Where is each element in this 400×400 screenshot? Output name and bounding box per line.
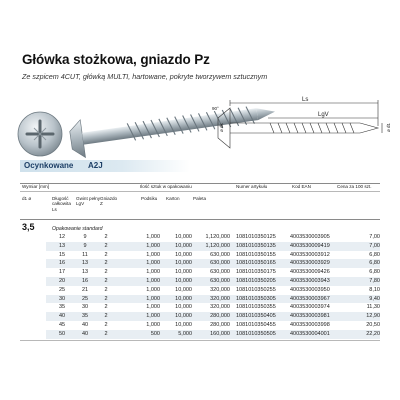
cell-z: 2: [104, 260, 108, 267]
cell-podsiku: 1,000: [146, 242, 160, 249]
drawing-dk-label: ø dk: [219, 123, 224, 132]
cell-ean: 4003530003998: [290, 322, 330, 328]
cell-ls: 12: [58, 234, 66, 240]
cell-lgv: 40: [81, 330, 89, 337]
cell-ls: 35: [58, 304, 66, 311]
cell-ean: 4003530003929: [290, 260, 330, 267]
cell-article: 1081010350125: [236, 234, 276, 240]
cell-article: 1081010350505: [236, 330, 276, 337]
cell-karton: 10,000: [175, 322, 192, 328]
cell-karton: 10,000: [175, 295, 192, 302]
cell-podsiku: 1,000: [146, 304, 160, 311]
cell-lgv: 13: [81, 260, 89, 267]
cell-karton: 10,000: [175, 234, 192, 240]
cell-ean: 4003530003981: [290, 313, 330, 320]
cell-ls: 17: [58, 269, 66, 276]
cell-ls: 15: [58, 251, 66, 258]
cell-lgv: 16: [81, 278, 89, 284]
cell-paleta: 320,000: [210, 286, 230, 293]
group-label: Opakowanie standard: [52, 226, 103, 232]
header-ean: Kod EAN: [292, 184, 311, 189]
cell-article: 1081010350255: [236, 286, 276, 293]
cell-lgv: 30: [81, 304, 89, 311]
screw-head-icon: [16, 110, 64, 158]
header-d1: d1 ø: [22, 196, 32, 201]
cell-lgv: 21: [81, 286, 89, 293]
cell-z: 2: [104, 234, 108, 240]
cell-price: 6,80: [369, 269, 380, 276]
cell-price: 7,00: [369, 242, 380, 249]
cell-price: 6,80: [369, 260, 380, 267]
cell-z: 2: [104, 304, 108, 311]
cell-price: 20,50: [366, 322, 380, 328]
cell-price: 7,80: [369, 278, 380, 284]
cell-ls: 25: [58, 286, 66, 293]
cell-karton: 10,000: [175, 304, 192, 311]
cell-lgv: 9: [83, 234, 87, 240]
header-cena: Cena za 100 szt.: [337, 184, 372, 189]
cell-paleta: 630,000: [210, 278, 230, 284]
cell-karton: 10,000: [175, 278, 192, 284]
cell-paleta: 630,000: [210, 260, 230, 267]
cell-ls: 30: [58, 295, 66, 302]
drawing-angle-label: 90°: [212, 106, 219, 111]
cell-lgv: 9: [83, 242, 87, 249]
header-gwint: Gwint pełny LgV: [76, 196, 101, 207]
cell-paleta: 630,000: [210, 251, 230, 258]
cell-ls: 16: [58, 260, 66, 267]
header-karton: Karton: [166, 196, 180, 201]
cell-podsiku: 1,000: [146, 234, 160, 240]
cell-article: 1081010350405: [236, 313, 276, 320]
cell-ean: 4003530009419: [290, 242, 330, 249]
cell-price: 22,20: [366, 330, 380, 337]
cell-podsiku: 1,000: [146, 251, 160, 258]
cell-lgv: 11: [82, 251, 88, 258]
coating-code: A2J: [88, 161, 103, 170]
cell-ean: 4003530003943: [290, 278, 330, 284]
table-top-rule: [20, 183, 380, 184]
cell-article: 1081010350305: [236, 295, 276, 302]
cell-podsiku: 1,000: [146, 322, 160, 328]
cell-z: 2: [104, 251, 108, 258]
cell-z: 2: [104, 295, 108, 302]
header-gniazdo: Gniazdo Z: [100, 196, 118, 207]
header-paleta: Paleta: [193, 196, 207, 201]
cell-podsiku: 1,000: [146, 269, 160, 276]
cell-paleta: 280,000: [210, 322, 230, 328]
cell-lgv: 25: [81, 295, 89, 302]
drawing-ls-label: Ls: [302, 97, 309, 103]
cell-z: 2: [104, 269, 108, 276]
header-numer: Numer artykułu: [236, 184, 268, 189]
cell-ean: 4003530003912: [290, 251, 330, 258]
header-bottom-rule: [20, 219, 380, 220]
product-description: Ze szpicem 4CUT, główką MULTI, hartowane, pokryte tworzywem sztucznym: [22, 72, 268, 81]
cell-article: 1081010350205: [236, 278, 276, 284]
cell-lgv: 13: [81, 269, 89, 276]
cell-ean: 4003530003974: [290, 304, 330, 311]
cell-karton: 10,000: [175, 260, 192, 267]
coating-label: Ocynkowane: [24, 161, 74, 170]
cell-paleta: 1,120,000: [205, 234, 230, 240]
page-title: Główka stożkowa, gniazdo Pz: [22, 52, 210, 67]
header-dlugosc: Długość całkowita Ls: [52, 196, 71, 212]
drawing-lgv-label: LgV: [318, 112, 329, 118]
cell-ls: 20: [58, 278, 66, 284]
cell-price: 9,40: [369, 295, 380, 302]
cell-paleta: 280,000: [210, 313, 230, 320]
cell-ean: 4003530003967: [290, 295, 330, 302]
group-diameter: 3,5: [22, 222, 35, 232]
table-bottom-rule: [20, 340, 380, 341]
cell-podsiku: 1,000: [146, 313, 160, 320]
header-ilosc: Ilość sztuk w opakowaniu: [140, 184, 192, 189]
cell-podsiku: 1,000: [146, 260, 160, 267]
cell-price: 8,10: [369, 286, 380, 293]
cell-price: 11,30: [366, 304, 380, 311]
cell-ean: 4003530003950: [290, 286, 330, 293]
cell-article: 1081010350165: [236, 260, 276, 267]
cell-ls: 45: [58, 322, 66, 328]
cell-ls: 50: [58, 330, 66, 337]
cell-article: 1081010350155: [236, 251, 276, 258]
cell-karton: 10,000: [175, 313, 192, 320]
cell-lgv: 40: [81, 322, 89, 328]
cell-z: 2: [104, 286, 108, 293]
cell-karton: 10,000: [175, 242, 192, 249]
cell-podsiku: 1,000: [146, 278, 160, 284]
cell-price: 12,90: [366, 313, 380, 320]
cell-z: 2: [104, 278, 108, 284]
cell-ls: 13: [58, 242, 66, 249]
cell-article: 1081010350455: [236, 322, 276, 328]
cell-karton: 10,000: [175, 251, 192, 258]
cell-podsiku: 500: [150, 330, 160, 337]
cell-podsiku: 1,000: [146, 295, 160, 302]
cell-price: 6,80: [369, 251, 380, 258]
cell-z: 2: [104, 313, 108, 320]
technical-drawing: [210, 96, 390, 166]
cell-article: 1081010350355: [236, 304, 276, 311]
cell-z: 2: [104, 322, 108, 328]
cell-paleta: 320,000: [210, 295, 230, 302]
header-wymiar: Wymiar [mm]: [22, 184, 50, 189]
header-rule: [20, 191, 380, 192]
cell-karton: 5,000: [178, 330, 192, 337]
coating-bar: [20, 160, 190, 172]
cell-article: 1081010350135: [236, 242, 276, 249]
cell-article: 1081010350175: [236, 269, 276, 276]
cell-paleta: 160,000: [210, 330, 230, 337]
cell-ean: 4003530009426: [290, 269, 330, 276]
cell-price: 7,00: [369, 234, 380, 240]
cell-paleta: 1,120,000: [205, 242, 230, 249]
cell-z: 2: [104, 330, 108, 337]
cell-z: 2: [104, 242, 108, 249]
cell-paleta: 320,000: [210, 304, 230, 311]
header-podsiku: Podsiku: [141, 196, 158, 201]
cell-ean: 4003530004001: [290, 330, 330, 337]
cell-karton: 10,000: [175, 286, 192, 293]
cell-karton: 10,000: [175, 269, 192, 276]
drawing-d1-label: ø d1: [386, 122, 391, 132]
cell-podsiku: 1,000: [146, 286, 160, 293]
cell-lgv: 35: [81, 313, 89, 320]
cell-ean: 4003530003905: [290, 234, 330, 240]
cell-ls: 40: [58, 313, 66, 320]
cell-paleta: 630,000: [210, 269, 230, 276]
